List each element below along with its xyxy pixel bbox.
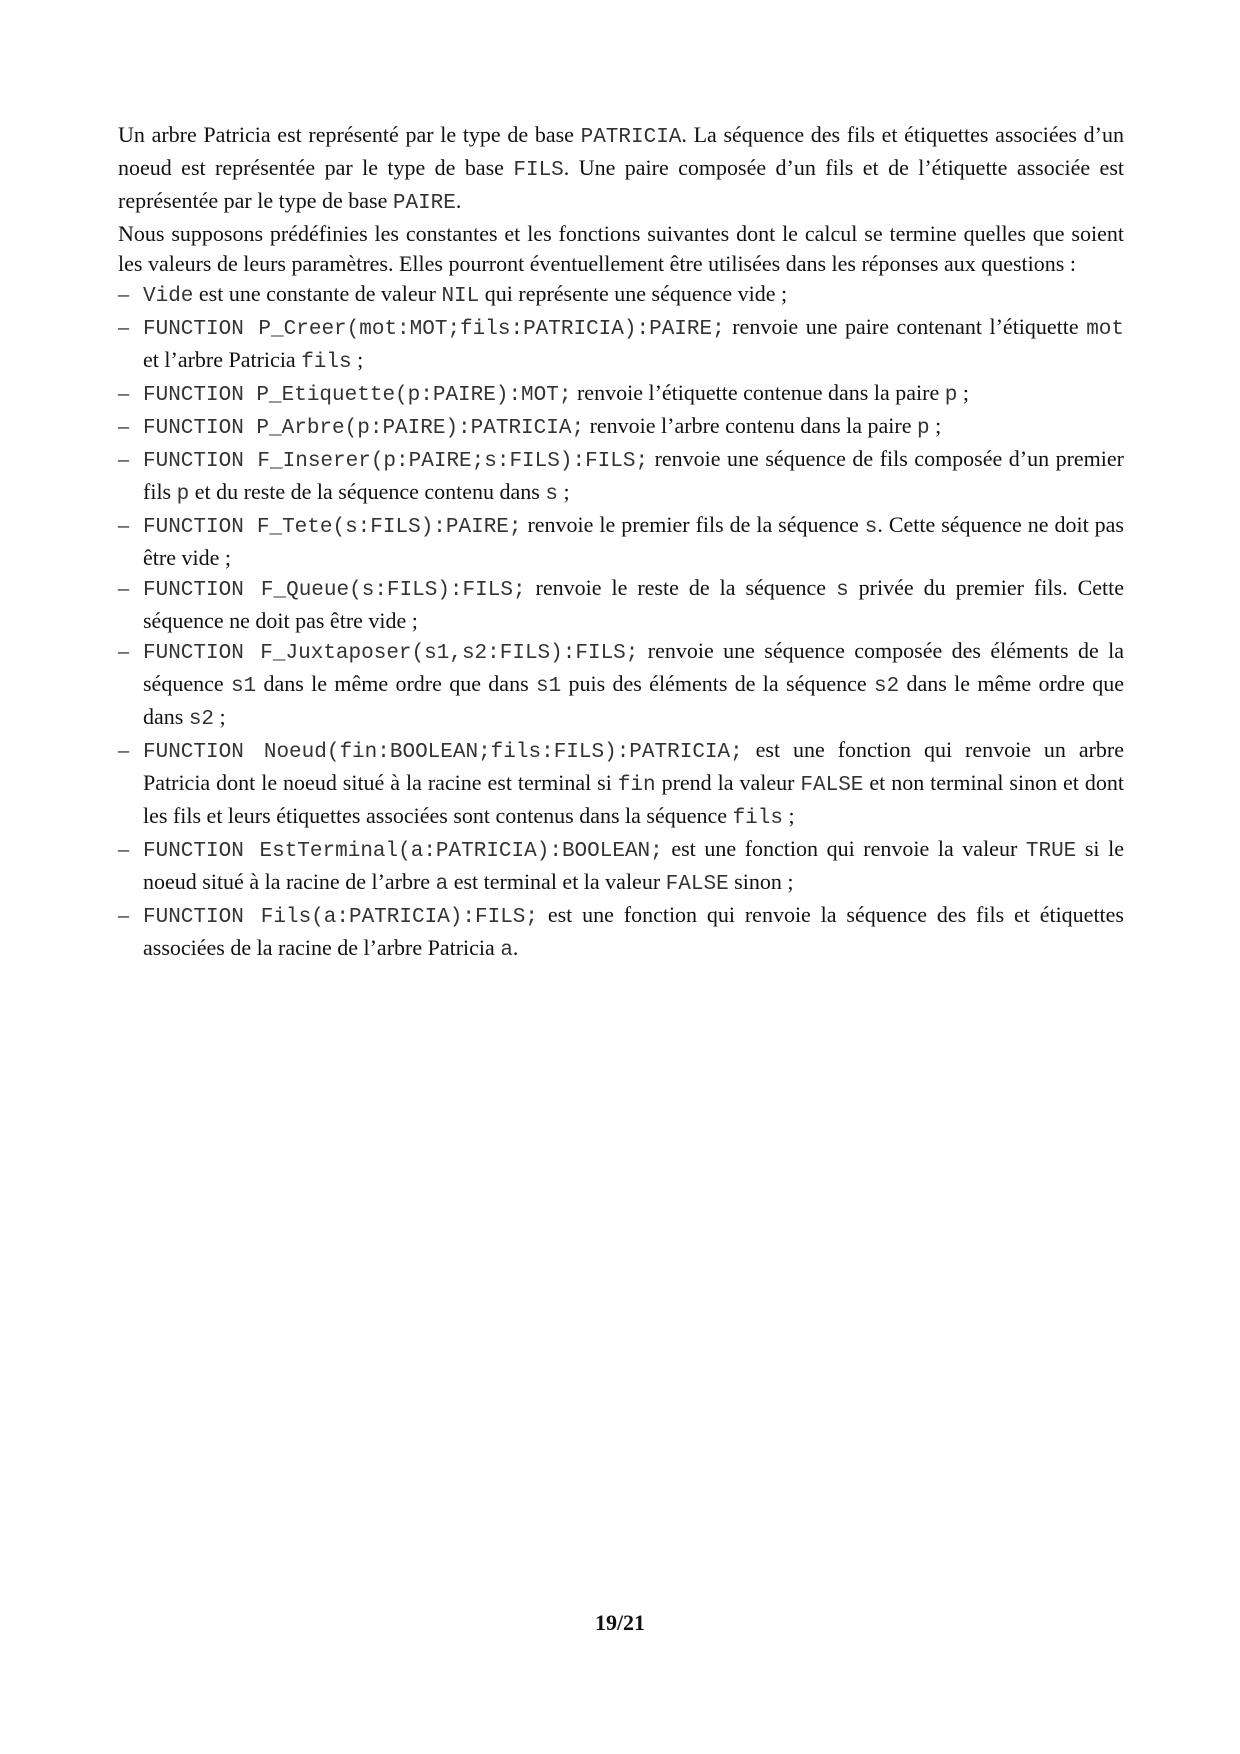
text-run: renvoie le reste de la séquence (525, 575, 837, 600)
definition-item (118, 279, 1124, 312)
inline-code: s (545, 483, 558, 506)
text-run: dans le même ordre que dans (143, 671, 1124, 729)
page-content (118, 120, 1124, 966)
text-run: si le noeud situé à la racine de l’arbre (143, 836, 1124, 894)
text-run: ; (929, 413, 942, 438)
text-run: est une fonction qui renvoie la valeur (662, 836, 1026, 861)
inline-code: FALSE (665, 873, 729, 896)
inline-code: fils (732, 807, 783, 830)
text-run: ; (957, 380, 969, 405)
inline-code: FUNCTION F_Juxtaposer(s1,s2:FILS):FILS; (143, 642, 639, 665)
inline-code: s2 (873, 675, 900, 698)
inline-code: FILS (513, 159, 564, 182)
text-run: . Cette séquence ne doit pas être vide ; (143, 512, 1124, 570)
intro-paragraph-2 (118, 219, 1124, 279)
text-run: puis des éléments de la séquence (561, 671, 874, 696)
text-run: et l’arbre Patricia (143, 347, 302, 372)
inline-code: FUNCTION P_Etiquette(p:PAIRE):MOT; (143, 384, 572, 407)
inline-code: NIL (441, 285, 480, 308)
inline-code: Vide (143, 285, 194, 308)
definition-item (118, 510, 1124, 573)
inline-code: FUNCTION Noeud(fin:BOOLEAN;fils:FILS):PATRICIA; (143, 741, 743, 764)
text-run: renvoie le premier fils de la séquence (521, 512, 865, 537)
text-run: renvoie une paire contenant l’étiquette (724, 314, 1087, 339)
text-run: est une fonction qui renvoie la séquence des fils et étiquettes associées de la racine de l’arbre Patricia (143, 902, 1124, 960)
inline-code: s2 (188, 708, 215, 731)
text-run: Un arbre Patricia est représenté par le type de base (118, 122, 581, 147)
text-run: ; (351, 347, 364, 372)
text-run: . (512, 935, 519, 960)
inline-code: FALSE (800, 774, 864, 797)
inline-code: s1 (230, 675, 257, 698)
definition-item (118, 900, 1124, 966)
definition-item (118, 411, 1124, 444)
text-run: sinon ; (728, 869, 794, 894)
inline-code: FUNCTION P_Arbre(p:PAIRE):PATRICIA; (143, 417, 585, 440)
inline-code: FUNCTION F_Inserer(p:PAIRE;s:FILS):FILS; (143, 450, 649, 473)
text-run: ; (214, 704, 226, 729)
definition-item (118, 636, 1124, 735)
text-run: qui représente une séquence vide ; (479, 281, 788, 306)
text-run: renvoie l’arbre contenu dans la paire (584, 413, 917, 438)
inline-code: a (435, 873, 449, 896)
inline-code: p (176, 483, 190, 506)
text-run: est une fonction qui renvoie un arbre Patricia dont le noeud situé à la racine est terminal si (143, 737, 1125, 795)
inline-code: fin (617, 774, 656, 797)
inline-code: s (864, 516, 878, 539)
text-run: renvoie une séquence composée des éléments de la séquence (143, 638, 1124, 696)
text-run: ; (782, 803, 795, 828)
text-run: privée du premier fils. Cette séquence ne doit pas être vide ; (143, 575, 1124, 633)
text-run: . La séquence des fils et étiquettes associées d’un noeud est représentée par le type de base (118, 122, 1124, 180)
inline-code: PATRICIA (580, 126, 682, 149)
inline-code: FUNCTION F_Tete(s:FILS):PAIRE; (143, 516, 522, 539)
text-run: Nous supposons prédéfinies les constantes et les fonctions suivantes dont le calcul se termine quelles que soient les valeurs de leurs paramètres. Elles pourront éventuellement être utilisées dans les réponses aux questions : (118, 221, 1124, 276)
page-number: 19/21 (594, 1610, 646, 1635)
text-run: dans le même ordre que dans (256, 671, 536, 696)
text-run: . Une paire composée d’un fils et de l’étiquette associée est représentée par le type de base (118, 155, 1124, 213)
text-run: prend la valeur (655, 770, 801, 795)
text-run: est terminal et la valeur (448, 869, 666, 894)
definition-item (118, 834, 1124, 900)
text-run: et non terminal sinon et dont les fils et leurs étiquettes associées sont contenus dans la séquence (143, 770, 1124, 828)
inline-code: fils (301, 351, 352, 374)
inline-code: FUNCTION P_Creer(mot:MOT;fils:PATRICIA):PAIRE; (143, 318, 725, 341)
inline-code: PAIRE (392, 192, 456, 215)
inline-code: FUNCTION Fils(a:PATRICIA):FILS; (143, 906, 539, 929)
definition-item (118, 378, 1124, 411)
text-run: ; (557, 479, 570, 504)
definition-item (118, 312, 1124, 378)
inline-code: p (916, 417, 930, 440)
definition-item (118, 573, 1124, 636)
definition-item (118, 444, 1124, 510)
inline-code: a (500, 939, 513, 962)
definition-item (118, 735, 1124, 834)
inline-code: mot (1086, 318, 1124, 341)
intro-paragraph-1 (118, 120, 1124, 219)
text-run: est une constante de valeur (193, 281, 442, 306)
inline-code: FUNCTION F_Queue(s:FILS):FILS; (143, 579, 526, 602)
text-run: et du reste de la séquence contenu dans (189, 479, 546, 504)
inline-code: TRUE (1025, 840, 1077, 863)
text-run: renvoie une séquence de fils composée d’un premier fils (143, 446, 1124, 504)
text-run: . (455, 188, 462, 213)
inline-code: p (944, 384, 958, 407)
inline-code: FUNCTION EstTerminal(a:PATRICIA):BOOLEAN; (143, 840, 663, 863)
inline-code: s (836, 579, 849, 602)
definitions-list (118, 279, 1124, 966)
inline-code: s1 (535, 675, 562, 698)
text-run: renvoie l’étiquette contenue dans la paire (571, 380, 945, 405)
